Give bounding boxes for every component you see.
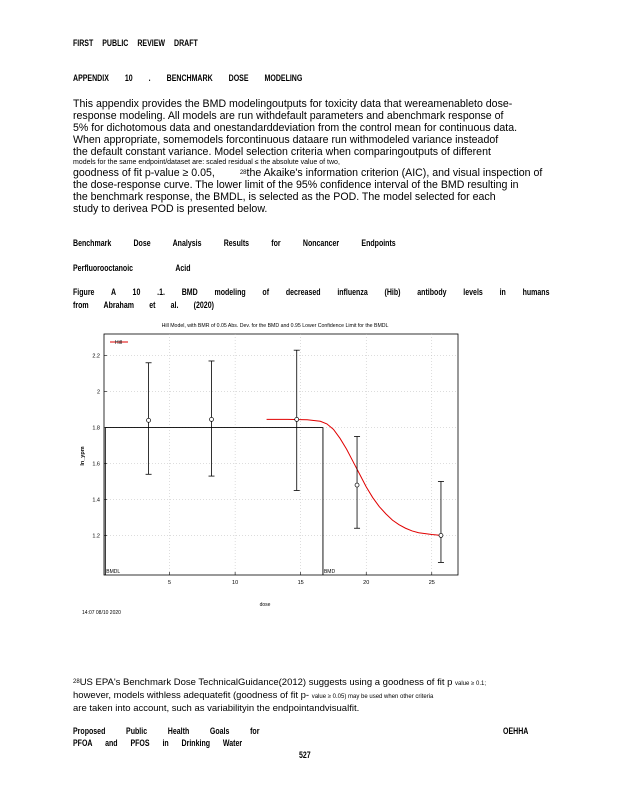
intro-line: This appendix provides the BMD modelingoutputs for toxicity data that wereamenableto dose- bbox=[73, 98, 513, 110]
footnote-line bbox=[73, 690, 543, 703]
fitted-curve bbox=[267, 419, 441, 535]
footer-org: OEHHA bbox=[503, 726, 529, 736]
bmd-chart bbox=[70, 316, 470, 626]
intro-fragment: goodness of fit p-value ≥ 0.05, bbox=[73, 167, 215, 179]
footnote bbox=[73, 677, 543, 714]
footnote-fragment: US EPA's Benchmark Dose TechnicalGuidance(2012) suggests using a goodness of fit p bbox=[79, 677, 453, 688]
legend-label: Hill bbox=[115, 340, 122, 346]
footer-title-line1: Proposed Public Health Goals for bbox=[73, 726, 260, 736]
footnote-number: 28 bbox=[73, 679, 80, 685]
data-point bbox=[210, 417, 214, 421]
page-number: 527 bbox=[299, 750, 311, 760]
footnote-line: are taken into account, such as variabilityin the endpointandvisualfit. bbox=[73, 703, 360, 714]
intro-line: the default constant variance. Model selection criteria when comparingoutputs of different bbox=[73, 146, 491, 158]
x-tick-label: 5 bbox=[168, 580, 172, 586]
intro-fragment: the Akaike's information criterion (AIC), and visual inspection of bbox=[246, 167, 543, 179]
draft-header: FIRST PUBLIC REVIEW DRAFT bbox=[73, 38, 198, 48]
x-tick-label: 20 bbox=[363, 580, 370, 586]
footnote-fragment: however, models withless adequatefit (goodness of fit p- bbox=[73, 690, 310, 701]
intro-line: study to derivea POD is presented below. bbox=[73, 203, 268, 215]
x-tick-label: 10 bbox=[232, 580, 239, 586]
footnote-ref[interactable]: 28 bbox=[239, 170, 247, 176]
intro-line: 5% for dichotomous data and onestandarddeviation from the control mean for continuous data. bbox=[73, 122, 518, 134]
y-tick-label: 1.6 bbox=[92, 461, 100, 468]
intro-paragraph bbox=[73, 98, 543, 215]
grid bbox=[104, 334, 458, 575]
y-tick-label: 1.8 bbox=[92, 425, 100, 432]
intro-line: the dose-response curve. The lower limit of the 95% confidence interval of the BMD resulting in bbox=[73, 179, 519, 191]
y-axis-label: ln_ypm bbox=[80, 446, 86, 466]
data-point bbox=[147, 418, 151, 422]
chart-marks bbox=[105, 350, 444, 575]
footnote-fragment: value ≥ 0.1; bbox=[455, 681, 487, 687]
chart-timestamp: 14:07 08/10 2020 bbox=[82, 610, 121, 616]
data-point bbox=[295, 417, 299, 421]
x-tick-label: 15 bbox=[297, 580, 304, 586]
bmd-label: BMD bbox=[323, 569, 336, 575]
bmdl-label: BMDL bbox=[106, 569, 121, 575]
y-tick-label: 2.2 bbox=[92, 353, 100, 360]
intro-line: When appropriate, somemodels forcontinuous dataare run withmodeled variance insteadof bbox=[73, 134, 499, 146]
footer-title-line2: PFOA and PFOS in Drinking Water bbox=[73, 738, 243, 748]
data-point bbox=[439, 533, 443, 537]
x-axis-label: dose bbox=[259, 602, 271, 608]
y-tick-label: 1.2 bbox=[92, 533, 100, 540]
y-tick-label: 1.4 bbox=[92, 497, 100, 504]
figure-caption-line2: from Abraham et al. (2020) bbox=[73, 300, 214, 310]
footnote-line bbox=[73, 677, 543, 690]
intro-line: response modeling. All models are run withdefault parameters and abenchmark response of bbox=[73, 110, 504, 122]
footnote-fragment: value ≥ 0.05) may be used when other criteria bbox=[311, 694, 434, 700]
chart-title: Hill Model, with BMR of 0.05 Abs. Dev. for the BMD and 0.95 Lower Confidence Limit for the BMDL bbox=[161, 323, 389, 329]
y-tick-label: 2 bbox=[96, 389, 100, 396]
intro-line bbox=[73, 167, 543, 179]
chemical-heading: Perfluorooctanoic Acid bbox=[73, 263, 191, 273]
intro-line: models for the same endpoint/dataset are: scaled residual ≤ the absolute value of two, bbox=[73, 159, 340, 166]
axes bbox=[92, 354, 434, 586]
plot-frame bbox=[104, 334, 458, 575]
appendix-title: APPENDIX 10 . BENCHMARK DOSE MODELING bbox=[73, 73, 303, 83]
intro-line: the benchmark response, the BMDL, is selected as the POD. The model selected for each bbox=[73, 191, 496, 203]
section-heading: Benchmark Dose Analysis Results for Noncancer Endpoints bbox=[73, 238, 396, 248]
data-point bbox=[355, 483, 359, 487]
x-tick-label: 25 bbox=[428, 580, 435, 586]
figure-caption: Figure A 10 .1. BMD modeling of decreased influenza (Hib) antibody levels in humans bbox=[73, 287, 550, 297]
